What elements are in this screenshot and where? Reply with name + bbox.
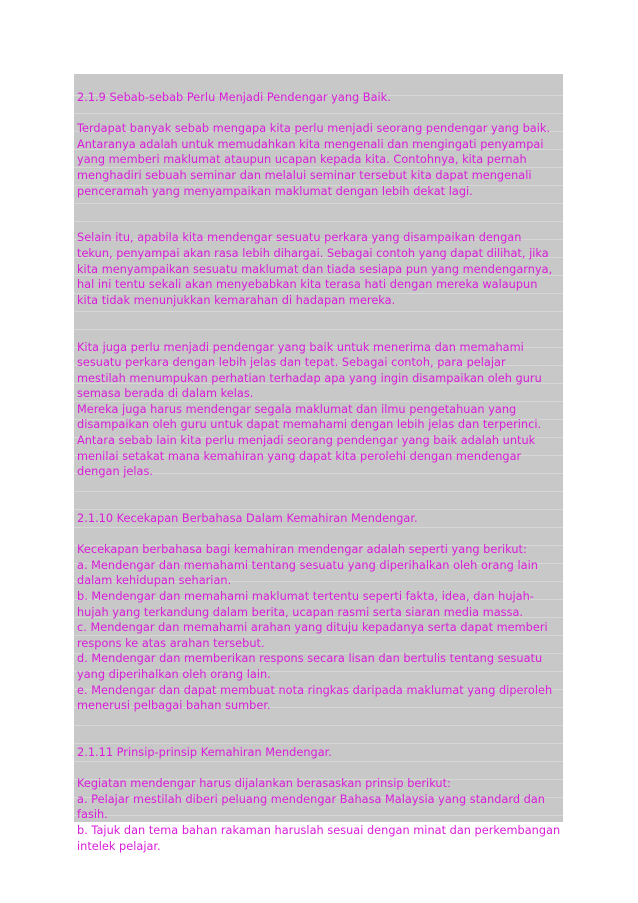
section-heading: 2.1.9 Sebab-sebab Perlu Menjadi Pendengar yang Baik. [77,91,391,104]
document-body [77,90,562,854]
paragraph: Kegiatan mendengar harus dijalankan berasaskan prinsip berikut: a. Pelajar mestilah diberi peluang mendengar Bahasa Malaysia yang standard dan fasih. b. Tajuk dan tema bahan rakaman haruslah sesuai dengan minat dan perkembangan intelek pelajar. [77,777,561,853]
paragraph: Terdapat banyak sebab mengapa kita perlu menjadi seorang pendengar yang baik. Antaranya adalah untuk memudahkan kita mengenali dan mengingati penyampai yang memberi maklumat ataupun ucapan kepada kita. Contohnya, kita pernah menghadiri sebuah seminar dan melalui seminar tersebut kita dapat mengenali penceramah yang menyampaikan maklumat dengan lebih dekat lagi. [77,122,551,198]
paragraph: Selain itu, apabila kita mendengar sesuatu perkara yang disampaikan dengan tekun, penyampai akan rasa lebih dihargai. Sebagai contoh yang dapat dilihat, jika kita menyampaikan sesuatu maklumat dan tiada sesiapa pun yang mendengarnya, hal ini tentu sekali akan menyebabkan kita terasa hati dengan mereka walaupun kita tidak menunjukkan kemarahan di hadapan mereka. [77,231,553,307]
section-heading: 2.1.10 Kecekapan Berbahasa Dalam Kemahiran Mendengar. [77,512,418,526]
paragraph: Kecekapan berbahasa bagi kemahiran mendengar adalah seperti yang berikut: a. Mendengar dan memahami tentang sesuatu yang diperihalkan oleh orang lain dalam kehidupan seharian. b. Mendengar dan memahami maklumat tertentu seperti fakta, idea, dan hujah- hujah yang terkandung dalam berita, ucapan rasmi serta siaran media massa. c. Mendengar dan memahami arahan yang dituju kepadanya serta dapat memberi respons ke atas arahan tersebut. d. Mendengar dan memberikan respons secara lisan dan bertulis tentang sesuatu yang diperihalkan oleh orang lain. e. Mendengar dan dapat membuat nota ringkas daripada maklumat yang diperoleh menerusi pelbagai bahan sumber. [77,543,553,713]
section-heading: 2.1.11 Prinsip-prinsip Kemahiran Mendengar. [77,745,332,759]
document-page [74,74,563,853]
paragraph: Kita juga perlu menjadi pendengar yang baik untuk menerima dan memahami sesuatu perkara dengan lebih jelas dan tepat. Sebagai contoh, para pelajar mestilah menumpukan perhatian terhadap apa yang ingin disampaikan oleh guru semasa berada di dalam kelas. Mereka juga harus mendengar segala maklumat dan ilmu pengetahuan yang disampaikan oleh guru untuk dapat memahami dengan lebih jelas dan terperinci. Antara sebab lain kita perlu menjadi seorang pendengar yang baik adalah untuk menilai setakat mana kemahiran yang dapat kita perolehi dengan mendengar dengan jelas. [77,340,542,479]
